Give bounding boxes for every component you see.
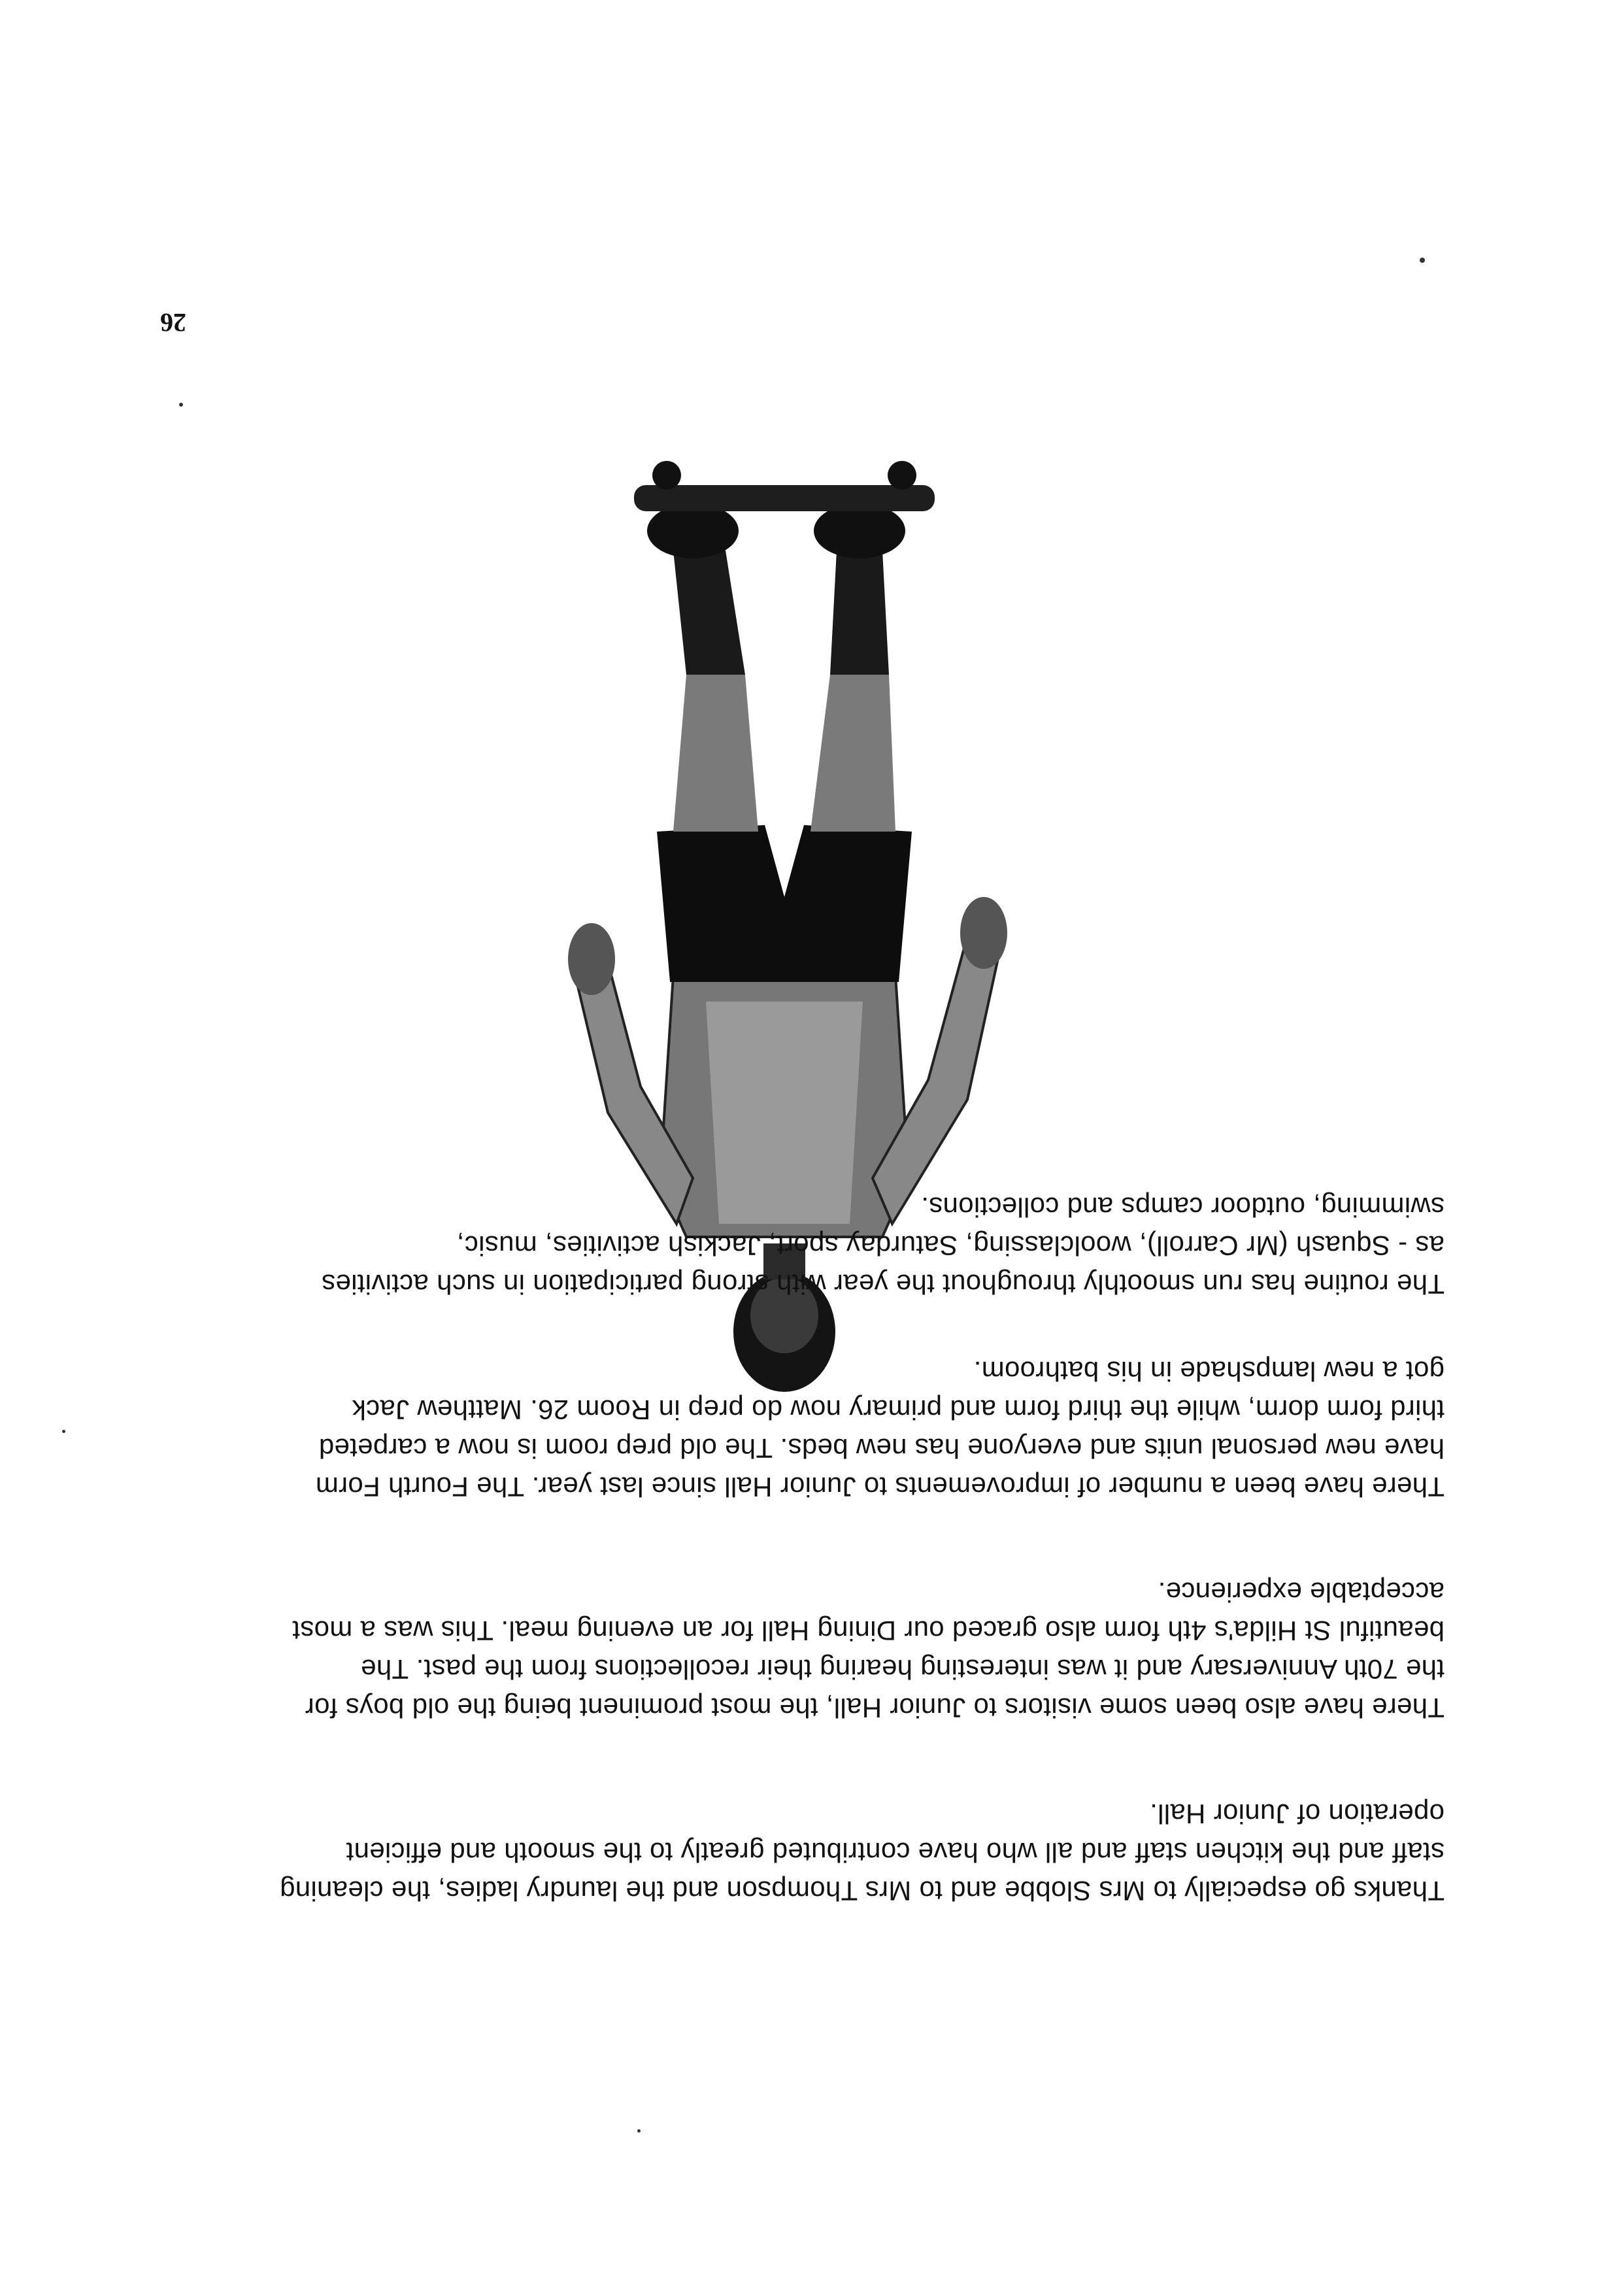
text-line: swimming, outdoor camps and collections.	[920, 1192, 1445, 1223]
text-line: as - Squash (Mr Carroll), woolclassing, Saturday sport, Jackish activities, music,	[456, 1230, 1445, 1261]
scan-speck	[637, 2129, 641, 2133]
text-line: There have also been some visitors to Junior Hall, the most prominent being the old boys for	[305, 1693, 1445, 1723]
paragraph-improvements	[137, 1352, 1445, 1506]
paragraph-visitors	[137, 1573, 1445, 1727]
text-line: third form dorm, while the third form and primary now do prep in Room 26. Matthew Jack	[352, 1394, 1445, 1425]
text-line: beautiful St Hilda's 4th form also graced our Dining Hall for an evening meal. This was a most	[292, 1615, 1445, 1646]
text-line: have new personal units and everyone has new beds. The old prep room is now a carpeted	[318, 1433, 1445, 1464]
page-number: 26	[160, 308, 186, 337]
text-line: The routine has run smoothly throughout the year with strong participation in such activities	[321, 1269, 1445, 1300]
text-line: staff and the kitchen staff and all who have contributed greatly to the smooth and efficient	[346, 1837, 1445, 1868]
text-line: operation of Junior Hall.	[1149, 1798, 1445, 1829]
paragraph-routine	[137, 1188, 1445, 1304]
scan-speck	[1420, 258, 1425, 263]
scan-speck	[179, 403, 183, 407]
text-line: There have been a number of improvements to Junior Hall since last year. The Fourth Form	[315, 1472, 1445, 1502]
paragraph-thanks	[137, 1795, 1445, 1910]
text-line: got a new lampshade in his bathroom.	[973, 1356, 1445, 1387]
text-line: the 70th Anniversary and it was interesting hearing their recollections from the past. The	[360, 1654, 1445, 1685]
text-line: Thanks go especially to Mrs Slobbe and to Mrs Thompson and the laundry ladies, the cleaning	[279, 1876, 1445, 1906]
text-line: acceptable experience.	[1158, 1577, 1445, 1608]
scan-speck	[62, 1430, 65, 1433]
